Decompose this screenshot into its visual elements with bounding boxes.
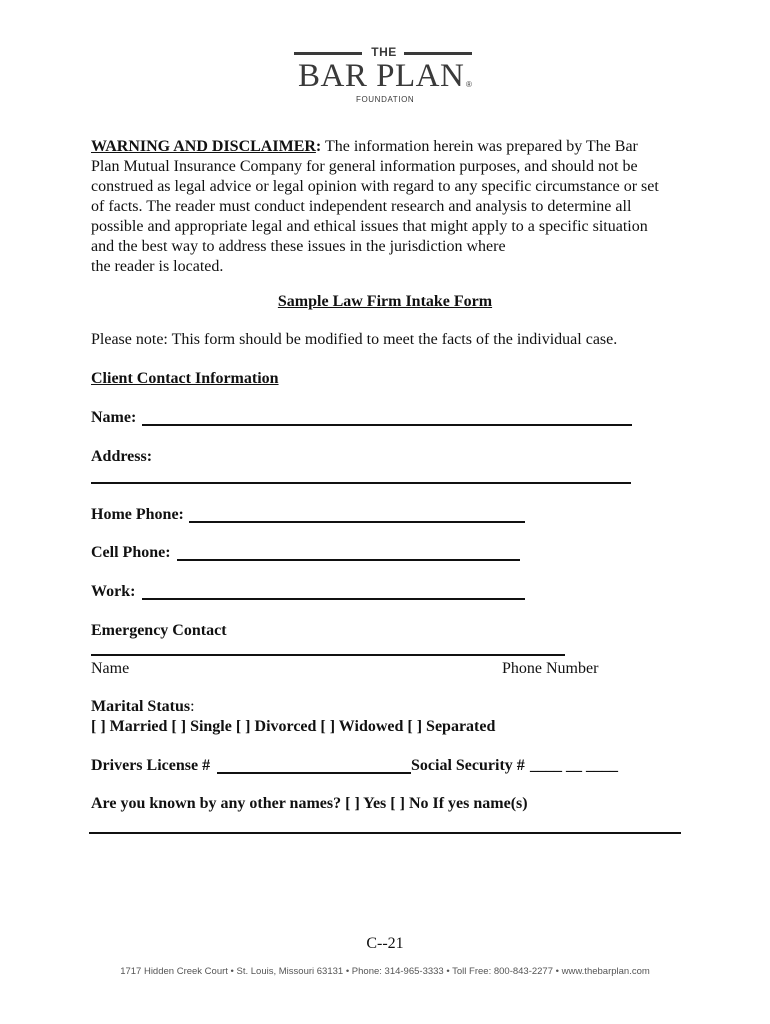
emergency-contact-label: Emergency Contact: [91, 622, 227, 639]
social-security-label: Social Security #: [411, 757, 525, 774]
logo-left-bar: [294, 52, 362, 55]
marital-status-label: Marital Status: [91, 698, 191, 715]
other-names-field[interactable]: [89, 832, 681, 834]
form-note: Please note: This form should be modified to meet the facts of the individual case.: [91, 331, 618, 348]
logo-registered-mark: ®: [466, 80, 472, 89]
page-number: C--21: [366, 935, 404, 952]
disclaimer-paragraph: [91, 137, 691, 277]
disclaimer-text: the reader is located.: [91, 258, 224, 275]
work-label: Work:: [91, 583, 136, 600]
cell-phone-label: Cell Phone:: [91, 544, 171, 561]
marital-status-options[interactable]: [ ] Married [ ] Single [ ] Divorced [ ] Widowed [ ] Separated: [91, 718, 496, 735]
emergency-name-caption: Name: [91, 660, 130, 677]
disclaimer-text: and the best way to address these issues in the jurisdiction where: [91, 238, 506, 255]
form-title: Sample Law Firm Intake Form: [277, 293, 493, 310]
name-label: Name:: [91, 409, 137, 426]
disclaimer-heading: WARNING AND DISCLAIMER: [91, 138, 316, 155]
marital-status-heading: [91, 697, 195, 717]
section-heading-client-contact: Client Contact Information: [91, 370, 279, 387]
marital-status-colon: :: [190, 698, 195, 715]
logo-subtitle: FOUNDATION: [356, 95, 415, 104]
disclaimer-text: possible and appropriate legal and ethical issues that might apply to a specific situation: [91, 218, 648, 235]
name-field[interactable]: [142, 424, 632, 426]
disclaimer-text: Plan Mutual Insurance Company for general information purposes, and should not be: [91, 158, 638, 175]
emergency-phone-caption: Phone Number: [502, 660, 599, 677]
home-phone-field[interactable]: [189, 521, 525, 523]
disclaimer-text: construed as legal advice or legal opinion with regard to any specific circumstance or set: [91, 178, 659, 195]
social-security-blanks[interactable]: ____ __ ____: [530, 757, 618, 774]
logo-the-text: THE: [371, 45, 397, 59]
footer-address: 1717 Hidden Creek Court • St. Louis, Missouri 63131 • Phone: 314-965-3333 • Toll Free: 800-843-2277 • www.thebarplan.com: [120, 966, 650, 977]
address-field[interactable]: [91, 482, 631, 484]
work-field[interactable]: [142, 598, 525, 600]
logo-right-bar: [404, 52, 472, 55]
home-phone-label: Home Phone:: [91, 506, 184, 523]
disclaimer-text: of facts. The reader must conduct independent research and analysis to determine all: [91, 198, 632, 215]
drivers-license-field[interactable]: [217, 772, 411, 774]
logo-name: BAR PLAN: [298, 58, 465, 94]
other-names-question[interactable]: Are you known by any other names? [ ] Yes [ ] No If yes name(s): [91, 795, 528, 812]
bar-plan-logo: [294, 45, 484, 107]
cell-phone-field[interactable]: [177, 559, 520, 561]
disclaimer-heading-colon: :: [315, 138, 322, 155]
drivers-license-label: Drivers License #: [91, 757, 211, 774]
disclaimer-line-1: [91, 137, 691, 157]
emergency-contact-field[interactable]: [91, 654, 565, 656]
address-label: Address:: [91, 448, 153, 465]
disclaimer-text: The information herein was prepared by The Bar: [321, 138, 638, 155]
